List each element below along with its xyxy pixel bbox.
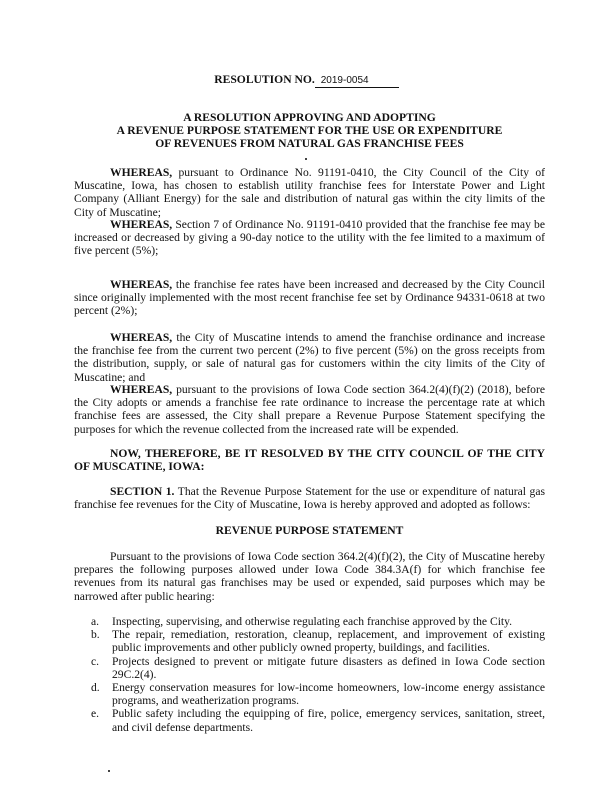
list-item	[91, 655, 545, 681]
stray-mark	[108, 770, 110, 772]
list-marker: d.	[91, 681, 100, 695]
list-marker: b.	[91, 628, 100, 642]
list-item	[91, 615, 545, 628]
list-text: Inspecting, supervising, and otherwise regulating each franchise approved by the City.	[112, 615, 513, 628]
resolution-number: 2019-0054	[315, 75, 399, 88]
whereas-paragraph	[74, 383, 545, 436]
list-item	[91, 681, 545, 707]
list-text: Energy conservation measures for low-income homeowners, low-income energy assistance programs, and weatherization programs.	[112, 681, 545, 708]
title-line: A RESOLUTION APPROVING AND ADOPTING	[183, 111, 436, 124]
title-line: OF REVENUES FROM NATURAL GAS FRANCHISE FEES	[155, 137, 464, 151]
whereas-lead: WHEREAS,	[110, 278, 173, 291]
list-text: Public safety including the equipping of fire, police, emergency services, sanitation, street, and civil defense departments.	[112, 707, 545, 734]
whereas-text: the City of Muscatine intends to amend the franchise ordinance and increase the franchise fee from the current two percent (2%) to five percent (5%) on the gross receipts from the distribution, supply, or sale of natural gas for customers within the city limits of the City of Muscatine; and	[74, 331, 545, 384]
whereas-lead: WHEREAS,	[110, 166, 173, 179]
resolution-number-line	[0, 73, 613, 88]
whereas-text: pursuant to Ordinance No. 91191-0410, the City Council of the City of Muscatine, Iowa, has chosen to establish utility franchise fees for Interstate Power and Light Company (Alliant Energy) for the sale and distribution of natural gas within the city limits of the City of Muscatine;	[74, 166, 545, 219]
list-marker: c.	[91, 654, 100, 668]
section-1	[74, 485, 545, 511]
section-1-lead: SECTION 1.	[110, 485, 175, 498]
list-marker: a.	[91, 615, 100, 628]
section-1-text: That the Revenue Purpose Statement for the use or expenditure of natural gas franchise fee revenues for the City of Muscatine, Iowa is hereby approved and adopted as follows:	[74, 485, 545, 512]
resolution-title	[74, 111, 545, 151]
list-text: Projects designed to prevent or mitigate future disasters as defined in Iowa Code section 29C.2(4).	[112, 654, 545, 681]
stray-mark	[305, 158, 307, 160]
whereas-paragraph	[74, 166, 545, 219]
resolved-clause: NOW, THEREFORE, BE IT RESOLVED BY THE CITY COUNCIL OF THE CITY OF MUSCATINE, IOWA:	[74, 447, 545, 474]
whereas-text: the franchise fee rates have been increased and decreased by the City Council since originally implemented with the most recent franchise fee set by Ordinance 94331-0618 at two percent (2%);	[74, 278, 545, 318]
whereas-lead: WHEREAS,	[110, 383, 173, 396]
list-marker: e.	[91, 707, 100, 721]
whereas-paragraph	[74, 331, 545, 384]
title-line: A REVENUE PURPOSE STATEMENT FOR THE USE OR EXPENDITURE	[116, 124, 503, 138]
whereas-text: Section 7 of Ordinance No. 91191-0410 provided that the franchise fee may be increased or decreased by giving a 90-day notice to the utility with the fee limited to a maximum of five percent (5%);	[74, 218, 545, 258]
purposes-list	[91, 615, 545, 734]
list-item	[91, 628, 545, 654]
whereas-paragraph	[74, 218, 545, 258]
resolution-label: RESOLUTION NO.	[214, 73, 315, 86]
pursuant-paragraph: Pursuant to the provisions of Iowa Code section 364.2(4)(f)(2), the City of Muscatine hereby prepares the following purposes allowed under Iowa Code 384.3A(f) for which franchise fee revenues from its natural gas franchises may be used or expended, said purposes which may be narrowed after public hearing:	[74, 550, 545, 603]
whereas-lead: WHEREAS,	[110, 218, 173, 231]
whereas-paragraph	[74, 278, 545, 318]
revenue-purpose-heading: REVENUE PURPOSE STATEMENT	[215, 524, 404, 537]
whereas-lead: WHEREAS,	[110, 331, 173, 344]
whereas-text: pursuant to the provisions of Iowa Code section 364.2(4)(f)(2) (2018), before the City adopts or amends a franchise fee rate ordinance to increase the percentage rate at which franchise fees are assessed, the City shall prepare a Revenue Purpose Statement specifying the purposes for which the revenue collected from the increased rate will be expended.	[74, 383, 545, 436]
list-item	[91, 707, 545, 733]
list-text: The repair, remediation, restoration, cleanup, replacement, and improvement of existing public improvements and other publicly owned property, buildings, and facilities.	[112, 628, 545, 655]
